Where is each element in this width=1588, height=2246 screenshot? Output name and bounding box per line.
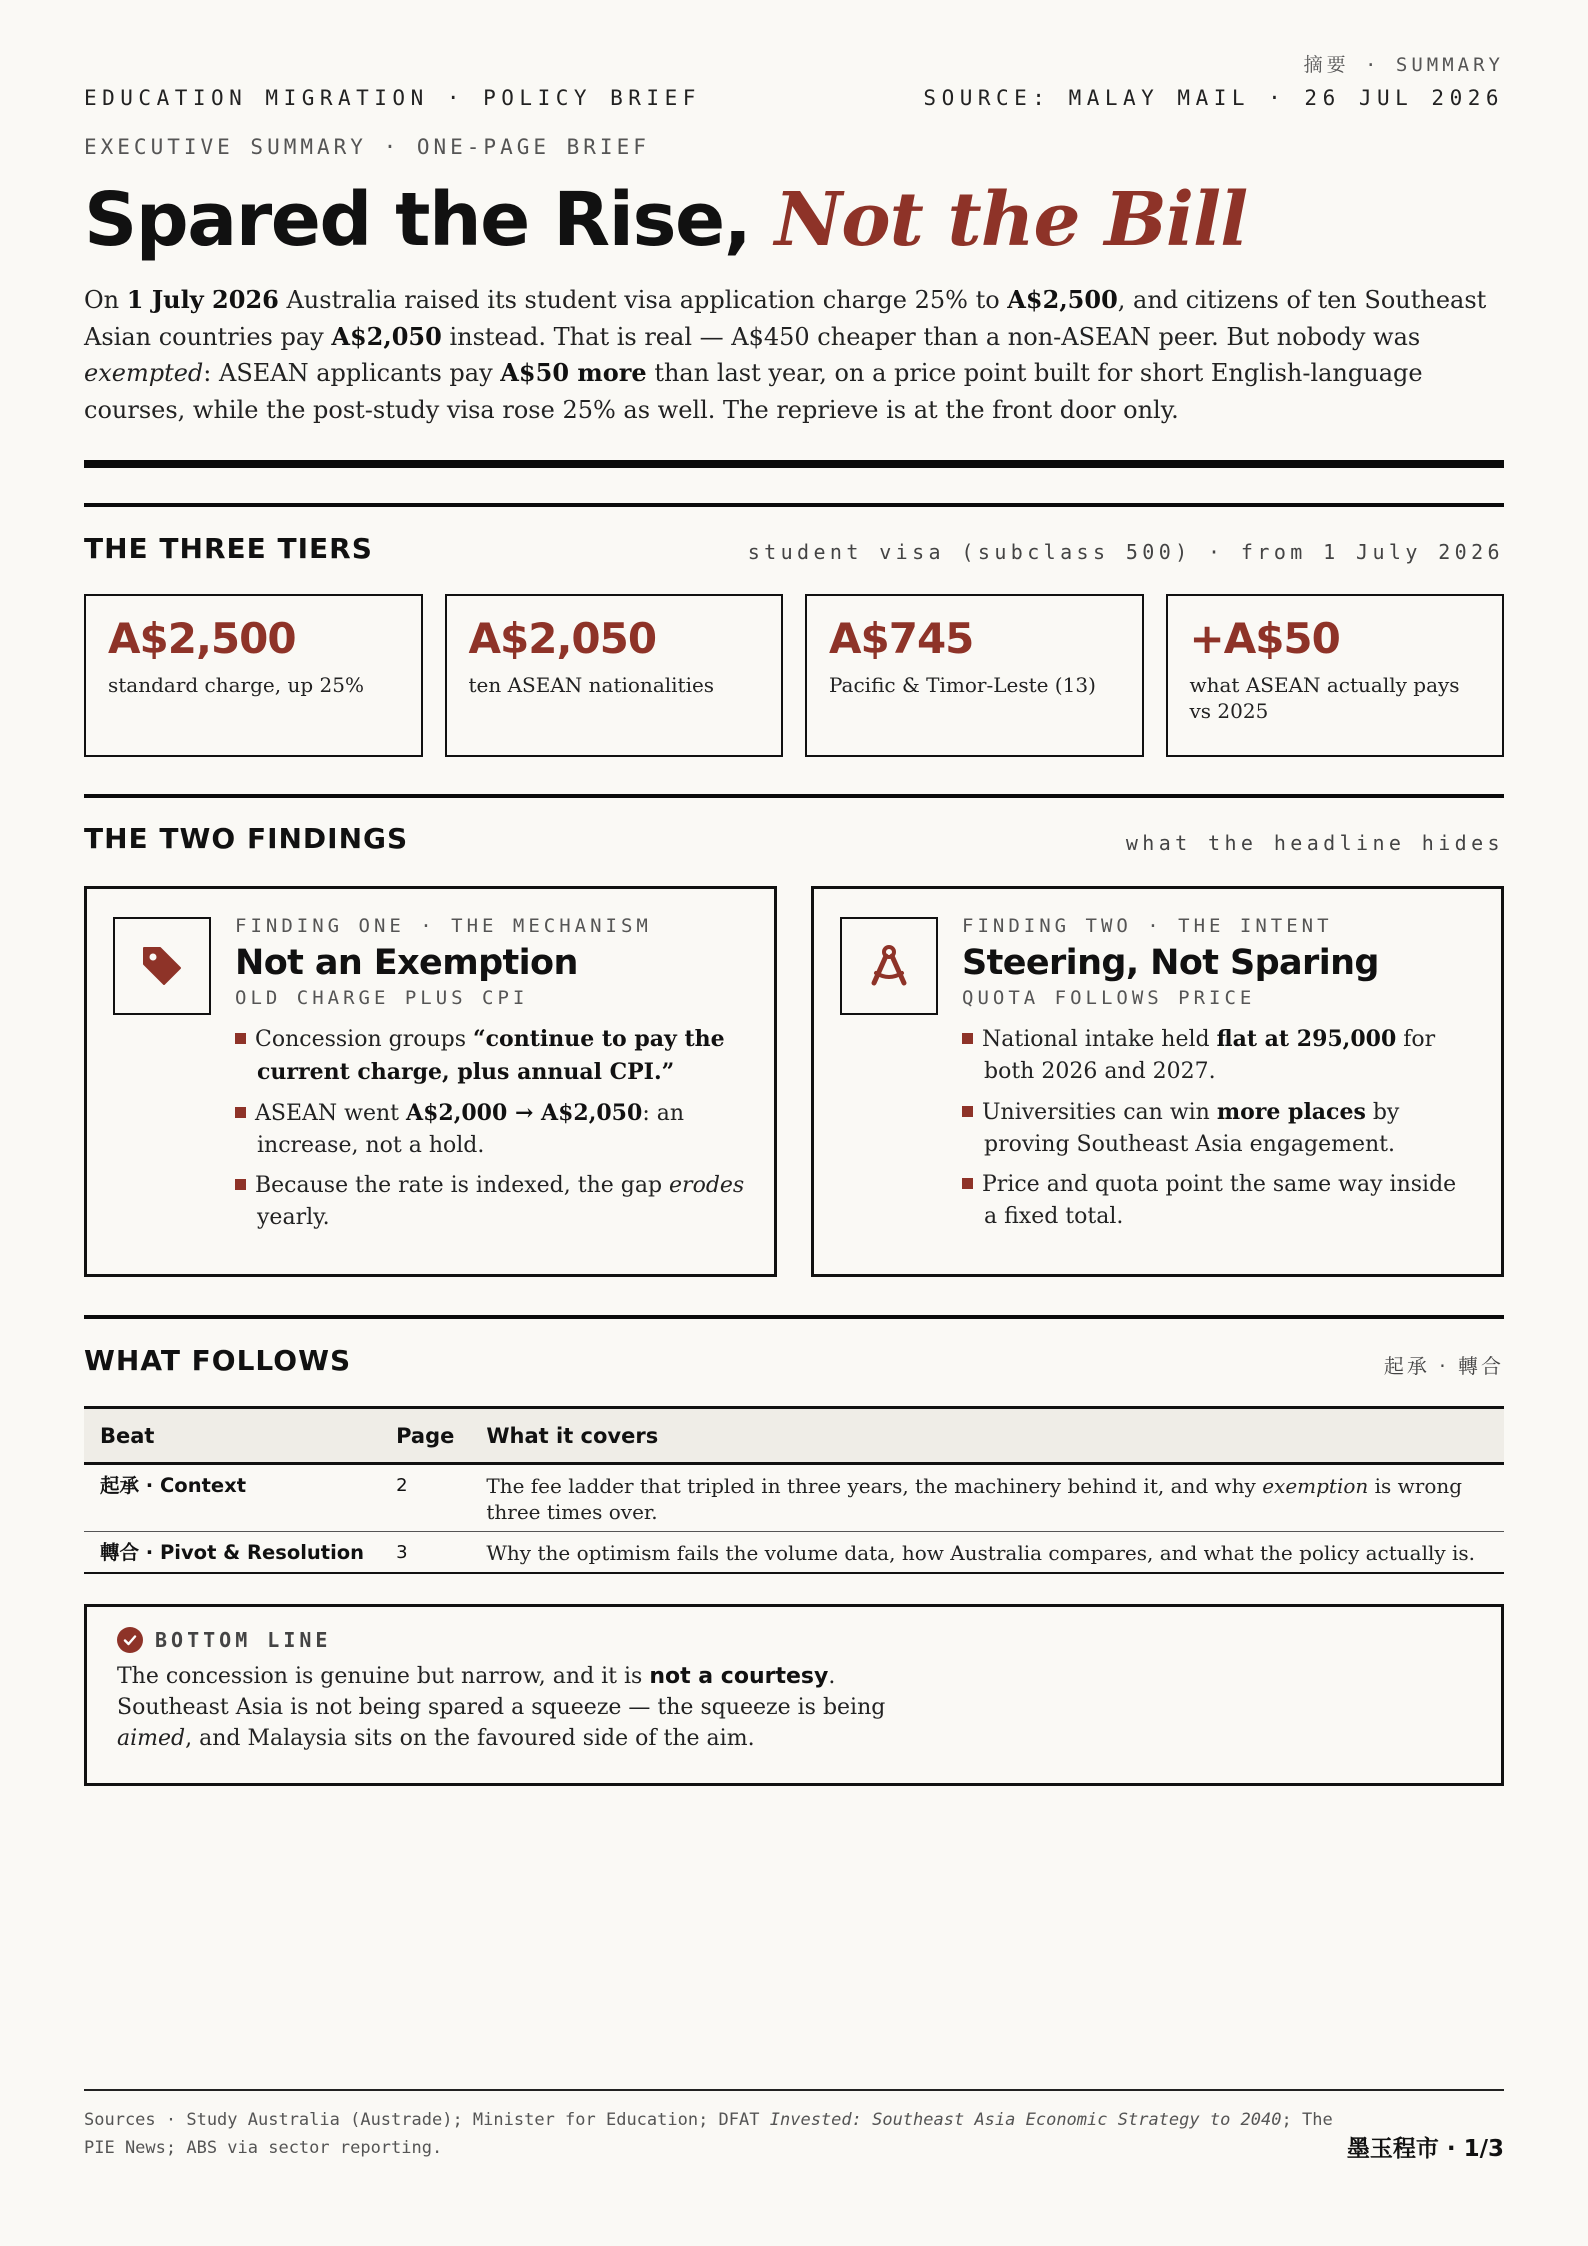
finding-subtitle: QUOTA FOLLOWS PRICE — [962, 987, 1256, 1010]
list-item: Price and quota point the same way inside a fixed total. — [962, 1169, 1473, 1233]
footer-rule — [84, 2089, 1504, 2091]
tier-label: Pacific & Timor-Leste (13) — [829, 673, 1096, 698]
findings-cards — [84, 886, 1504, 1277]
table-row — [84, 1532, 1504, 1574]
bottom-line-box — [84, 1604, 1504, 1786]
finding-two-card — [811, 886, 1504, 1277]
source-line: SOURCE: MALAY MAIL · 26 JUL 2026 — [923, 86, 1504, 110]
findings-section-title: THE TWO FINDINGS — [84, 822, 409, 855]
lede-paragraph: On 1 July 2026 Australia raised its student visa application charge 25% to A$2,500, and citizens of ten Southeast Asian countries pay A$2,050 instead. That is real — A$450 cheaper than a non-ASEAN peer. But nobody was exempted: ASEAN applicants pay A$50 more than last year, on a price point built for short English-language courses, while the post-study visa rose 25% as well. The reprieve is at the front door only. — [84, 285, 1487, 424]
divider — [84, 794, 1504, 798]
tier-label: standard charge, up 25% — [108, 673, 364, 698]
cell-page: 2 — [380, 1464, 470, 1532]
tiers-section-note: student visa (subclass 500) · from 1 July 2026 — [747, 540, 1504, 564]
page-title — [84, 176, 1247, 265]
follows-section-title: WHAT FOLLOWS — [84, 1344, 352, 1377]
summary-tag: 摘要 · SUMMARY — [1303, 54, 1504, 76]
table-row — [84, 1464, 1504, 1532]
finding-title: Steering, Not Sparing — [962, 943, 1379, 983]
findings-section-note: what the headline hides — [1125, 831, 1504, 855]
cell-beat: 轉合 · Pivot & Resolution — [84, 1532, 380, 1574]
list-item: ASEAN went A$2,000 → A$2,050: an increase, not a hold. — [235, 1097, 746, 1162]
cell-beat: 起承 · Context — [84, 1464, 380, 1532]
title-part-1: Spared the Rise, — [84, 177, 775, 263]
title-part-2: Not the Bill — [774, 177, 1248, 263]
table-header-row — [84, 1408, 1504, 1464]
divider — [84, 1315, 1504, 1319]
bottom-line-header — [117, 1627, 1471, 1653]
footer-sources: Sources · Study Australia (Austrade); Minister for Education; DFAT Invested: Southeast Asia Economic Strategy to 2040; The PIE News; ABS via sector reporting. — [84, 2110, 1333, 2158]
tier-card-pacific — [805, 594, 1144, 757]
bottom-line-label: BOTTOM LINE — [155, 1628, 332, 1652]
bottom-line-text: The concession is genuine but narrow, and it is not a courtesy. Southeast Asia is not being spared a squeeze — the squeeze is being aimed, and Malaysia sits on the favoured side of the aim. — [117, 1664, 886, 1751]
column-header-covers: What it covers — [470, 1408, 1504, 1464]
finding-bullets — [235, 1023, 746, 1234]
tier-label: what ASEAN actually pays vs 2025 — [1189, 673, 1460, 724]
follows-table — [84, 1406, 1504, 1574]
tier-value: +A$50 — [1189, 614, 1340, 663]
finding-kicker: FINDING TWO · THE INTENT — [962, 915, 1333, 937]
tier-card-standard — [84, 594, 423, 757]
column-header-page: Page — [380, 1408, 470, 1464]
series-label: EDUCATION MIGRATION · POLICY BRIEF — [84, 86, 701, 110]
tier-card-asean — [445, 594, 784, 757]
price-tag-icon — [113, 917, 211, 1015]
tier-label: ten ASEAN nationalities — [468, 673, 715, 698]
check-circle-icon — [117, 1627, 143, 1653]
list-item: National intake held flat at 295,000 for both 2026 and 2027. — [962, 1023, 1473, 1088]
cell-covers: The fee ladder that tripled in three years, the machinery behind it, and why exemption is wrong three times over. — [470, 1464, 1504, 1532]
cell-covers: Why the optimism fails the volume data, how Australia compares, and what the policy actually is. — [470, 1532, 1504, 1574]
divider-thick — [84, 460, 1504, 468]
tier-value: A$2,050 — [468, 614, 657, 663]
list-item: Concession groups “continue to pay the current charge, plus annual CPI.” — [235, 1023, 746, 1089]
compass-icon — [840, 917, 938, 1015]
tier-cards — [84, 594, 1504, 757]
kicker: EXECUTIVE SUMMARY · ONE-PAGE BRIEF — [84, 135, 650, 159]
page-marker: 墨玉程市 · 1/3 — [1346, 2136, 1504, 2162]
policy-brief-page — [84, 0, 1504, 2246]
cell-page: 3 — [380, 1532, 470, 1574]
finding-one-card — [84, 886, 777, 1277]
tier-value: A$745 — [829, 614, 974, 663]
tier-card-asean-delta — [1166, 594, 1505, 757]
follows-section-note: 起承 · 轉合 — [1383, 1354, 1504, 1378]
list-item: Universities can win more places by proving Southeast Asia engagement. — [962, 1096, 1473, 1161]
list-item: Because the rate is indexed, the gap erodes yearly. — [235, 1170, 746, 1234]
finding-kicker: FINDING ONE · THE MECHANISM — [235, 915, 652, 937]
finding-bullets — [962, 1023, 1473, 1233]
finding-subtitle: OLD CHARGE PLUS CPI — [235, 987, 529, 1010]
column-header-beat: Beat — [84, 1408, 380, 1464]
finding-title: Not an Exemption — [235, 943, 578, 983]
divider — [84, 503, 1504, 507]
tiers-section-title: THE THREE TIERS — [84, 532, 373, 565]
tier-value: A$2,500 — [108, 614, 296, 663]
